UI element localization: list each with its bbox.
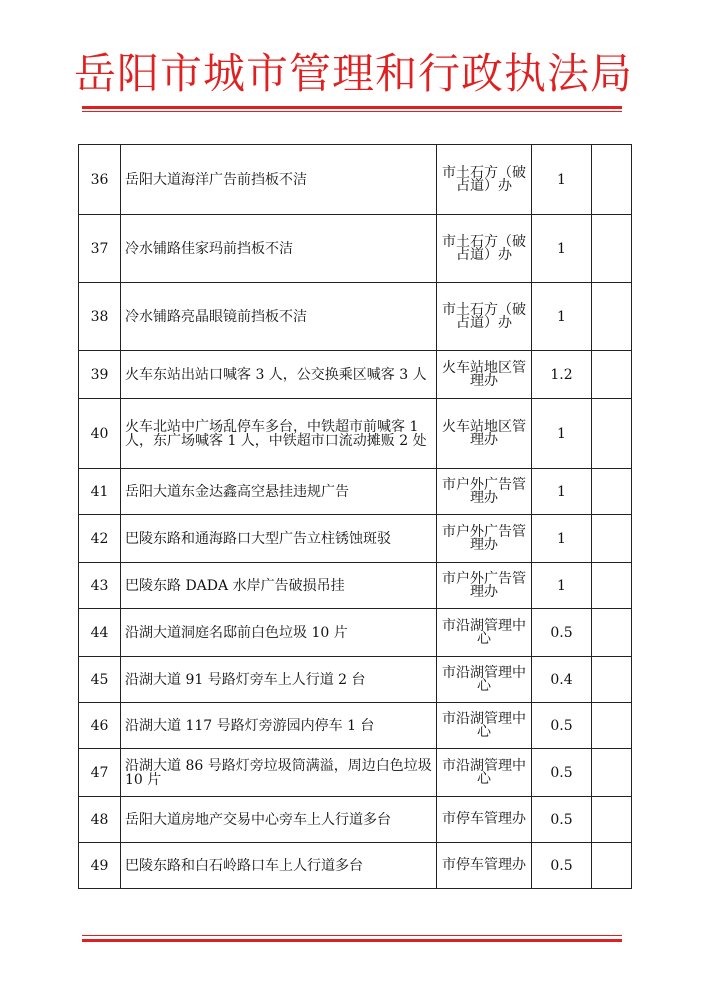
- footer-rule-thick: [82, 939, 622, 942]
- row-department: 市沿湖管理中心: [437, 657, 532, 703]
- table-row: [79, 797, 632, 843]
- row-number: 42: [79, 515, 121, 563]
- row-department: 市户外广告管理办: [437, 469, 532, 515]
- row-description: 火车东站出站口喊客 3 人，公交换乘区喊客 3 人: [121, 351, 437, 399]
- row-blank-cell: [592, 749, 632, 797]
- row-blank-cell: [592, 283, 632, 351]
- row-blank-cell: [592, 351, 632, 399]
- row-score: 1: [532, 563, 592, 609]
- row-blank-cell: [592, 843, 632, 889]
- table-row: [79, 283, 632, 351]
- row-blank-cell: [592, 215, 632, 283]
- row-blank-cell: [592, 469, 632, 515]
- row-description: 冷水铺路亮晶眼镜前挡板不洁: [121, 283, 437, 351]
- table-row: [79, 703, 632, 749]
- row-score: 1: [532, 515, 592, 563]
- row-score: 0.5: [532, 843, 592, 889]
- row-number: 47: [79, 749, 121, 797]
- row-score: 0.5: [532, 749, 592, 797]
- row-description: 岳阳大道房地产交易中心旁车上人行道多台: [121, 797, 437, 843]
- table-row: [79, 469, 632, 515]
- row-number: 37: [79, 215, 121, 283]
- row-department: 火车站地区管理办: [437, 399, 532, 469]
- row-department: 市沿湖管理中心: [437, 609, 532, 657]
- row-number: 38: [79, 283, 121, 351]
- row-score: 1: [532, 399, 592, 469]
- row-number: 45: [79, 657, 121, 703]
- row-department: 市土石方（破占道）办: [437, 283, 532, 351]
- table-row: [79, 515, 632, 563]
- table-row: [79, 399, 632, 469]
- footer-rule-thin: [82, 935, 622, 936]
- row-score: 1: [532, 469, 592, 515]
- row-description: 火车北站中广场乱停车多台，中铁超市前喊客 1 人，东广场喊客 1 人，中铁超市口流动摊贩 2 处: [121, 399, 437, 469]
- row-number: 36: [79, 145, 121, 215]
- row-department: 火车站地区管理办: [437, 351, 532, 399]
- row-blank-cell: [592, 657, 632, 703]
- row-number: 39: [79, 351, 121, 399]
- row-department: 市户外广告管理办: [437, 563, 532, 609]
- row-blank-cell: [592, 797, 632, 843]
- row-blank-cell: [592, 145, 632, 215]
- row-description: 沿湖大道 117 号路灯旁游园内停车 1 台: [121, 703, 437, 749]
- row-department: 市沿湖管理中心: [437, 749, 532, 797]
- table-row: [79, 609, 632, 657]
- row-score: 1: [532, 145, 592, 215]
- header-rule-thick: [82, 106, 622, 109]
- table-row: [79, 145, 632, 215]
- table-row: [79, 215, 632, 283]
- row-department: 市沿湖管理中心: [437, 703, 532, 749]
- row-score: 0.5: [532, 609, 592, 657]
- row-number: 41: [79, 469, 121, 515]
- row-score: 1.2: [532, 351, 592, 399]
- table-row: [79, 749, 632, 797]
- table-row: [79, 657, 632, 703]
- row-description: 巴陵东路和通海路口大型广告立柱锈蚀斑驳: [121, 515, 437, 563]
- row-blank-cell: [592, 399, 632, 469]
- table-row: [79, 351, 632, 399]
- row-department: 市户外广告管理办: [437, 515, 532, 563]
- row-description: 巴陵东路和白石岭路口车上人行道多台: [121, 843, 437, 889]
- row-description: 沿湖大道 91 号路灯旁车上人行道 2 台: [121, 657, 437, 703]
- row-number: 40: [79, 399, 121, 469]
- row-score: 1: [532, 283, 592, 351]
- row-department: 市土石方（破占道）办: [437, 145, 532, 215]
- row-description: 沿湖大道 86 号路灯旁垃圾筒满溢，周边白色垃圾 10 片: [121, 749, 437, 797]
- row-score: 0.5: [532, 703, 592, 749]
- row-blank-cell: [592, 703, 632, 749]
- table-row: [79, 843, 632, 889]
- row-department: 市土石方（破占道）办: [437, 215, 532, 283]
- header-rule-thin: [82, 111, 622, 112]
- row-blank-cell: [592, 515, 632, 563]
- row-description: 岳阳大道东金达鑫高空悬挂违规广告: [121, 469, 437, 515]
- table-body: [79, 145, 632, 889]
- row-number: 44: [79, 609, 121, 657]
- row-number: 48: [79, 797, 121, 843]
- row-number: 46: [79, 703, 121, 749]
- row-number: 43: [79, 563, 121, 609]
- row-department: 市停车管理办: [437, 843, 532, 889]
- row-description: 巴陵东路 DADA 水岸广告破损吊挂: [121, 563, 437, 609]
- row-score: 1: [532, 215, 592, 283]
- row-description: 沿湖大道洞庭名邸前白色垃圾 10 片: [121, 609, 437, 657]
- row-number: 49: [79, 843, 121, 889]
- agency-title: 岳阳市城市管理和行政执法局: [73, 49, 633, 98]
- row-blank-cell: [592, 609, 632, 657]
- table-row: [79, 563, 632, 609]
- row-department: 市停车管理办: [437, 797, 532, 843]
- row-description: 冷水铺路佳家玛前挡板不洁: [121, 215, 437, 283]
- row-score: 0.5: [532, 797, 592, 843]
- inspection-table: [78, 144, 632, 889]
- row-score: 0.4: [532, 657, 592, 703]
- row-blank-cell: [592, 563, 632, 609]
- row-description: 岳阳大道海洋广告前挡板不洁: [121, 145, 437, 215]
